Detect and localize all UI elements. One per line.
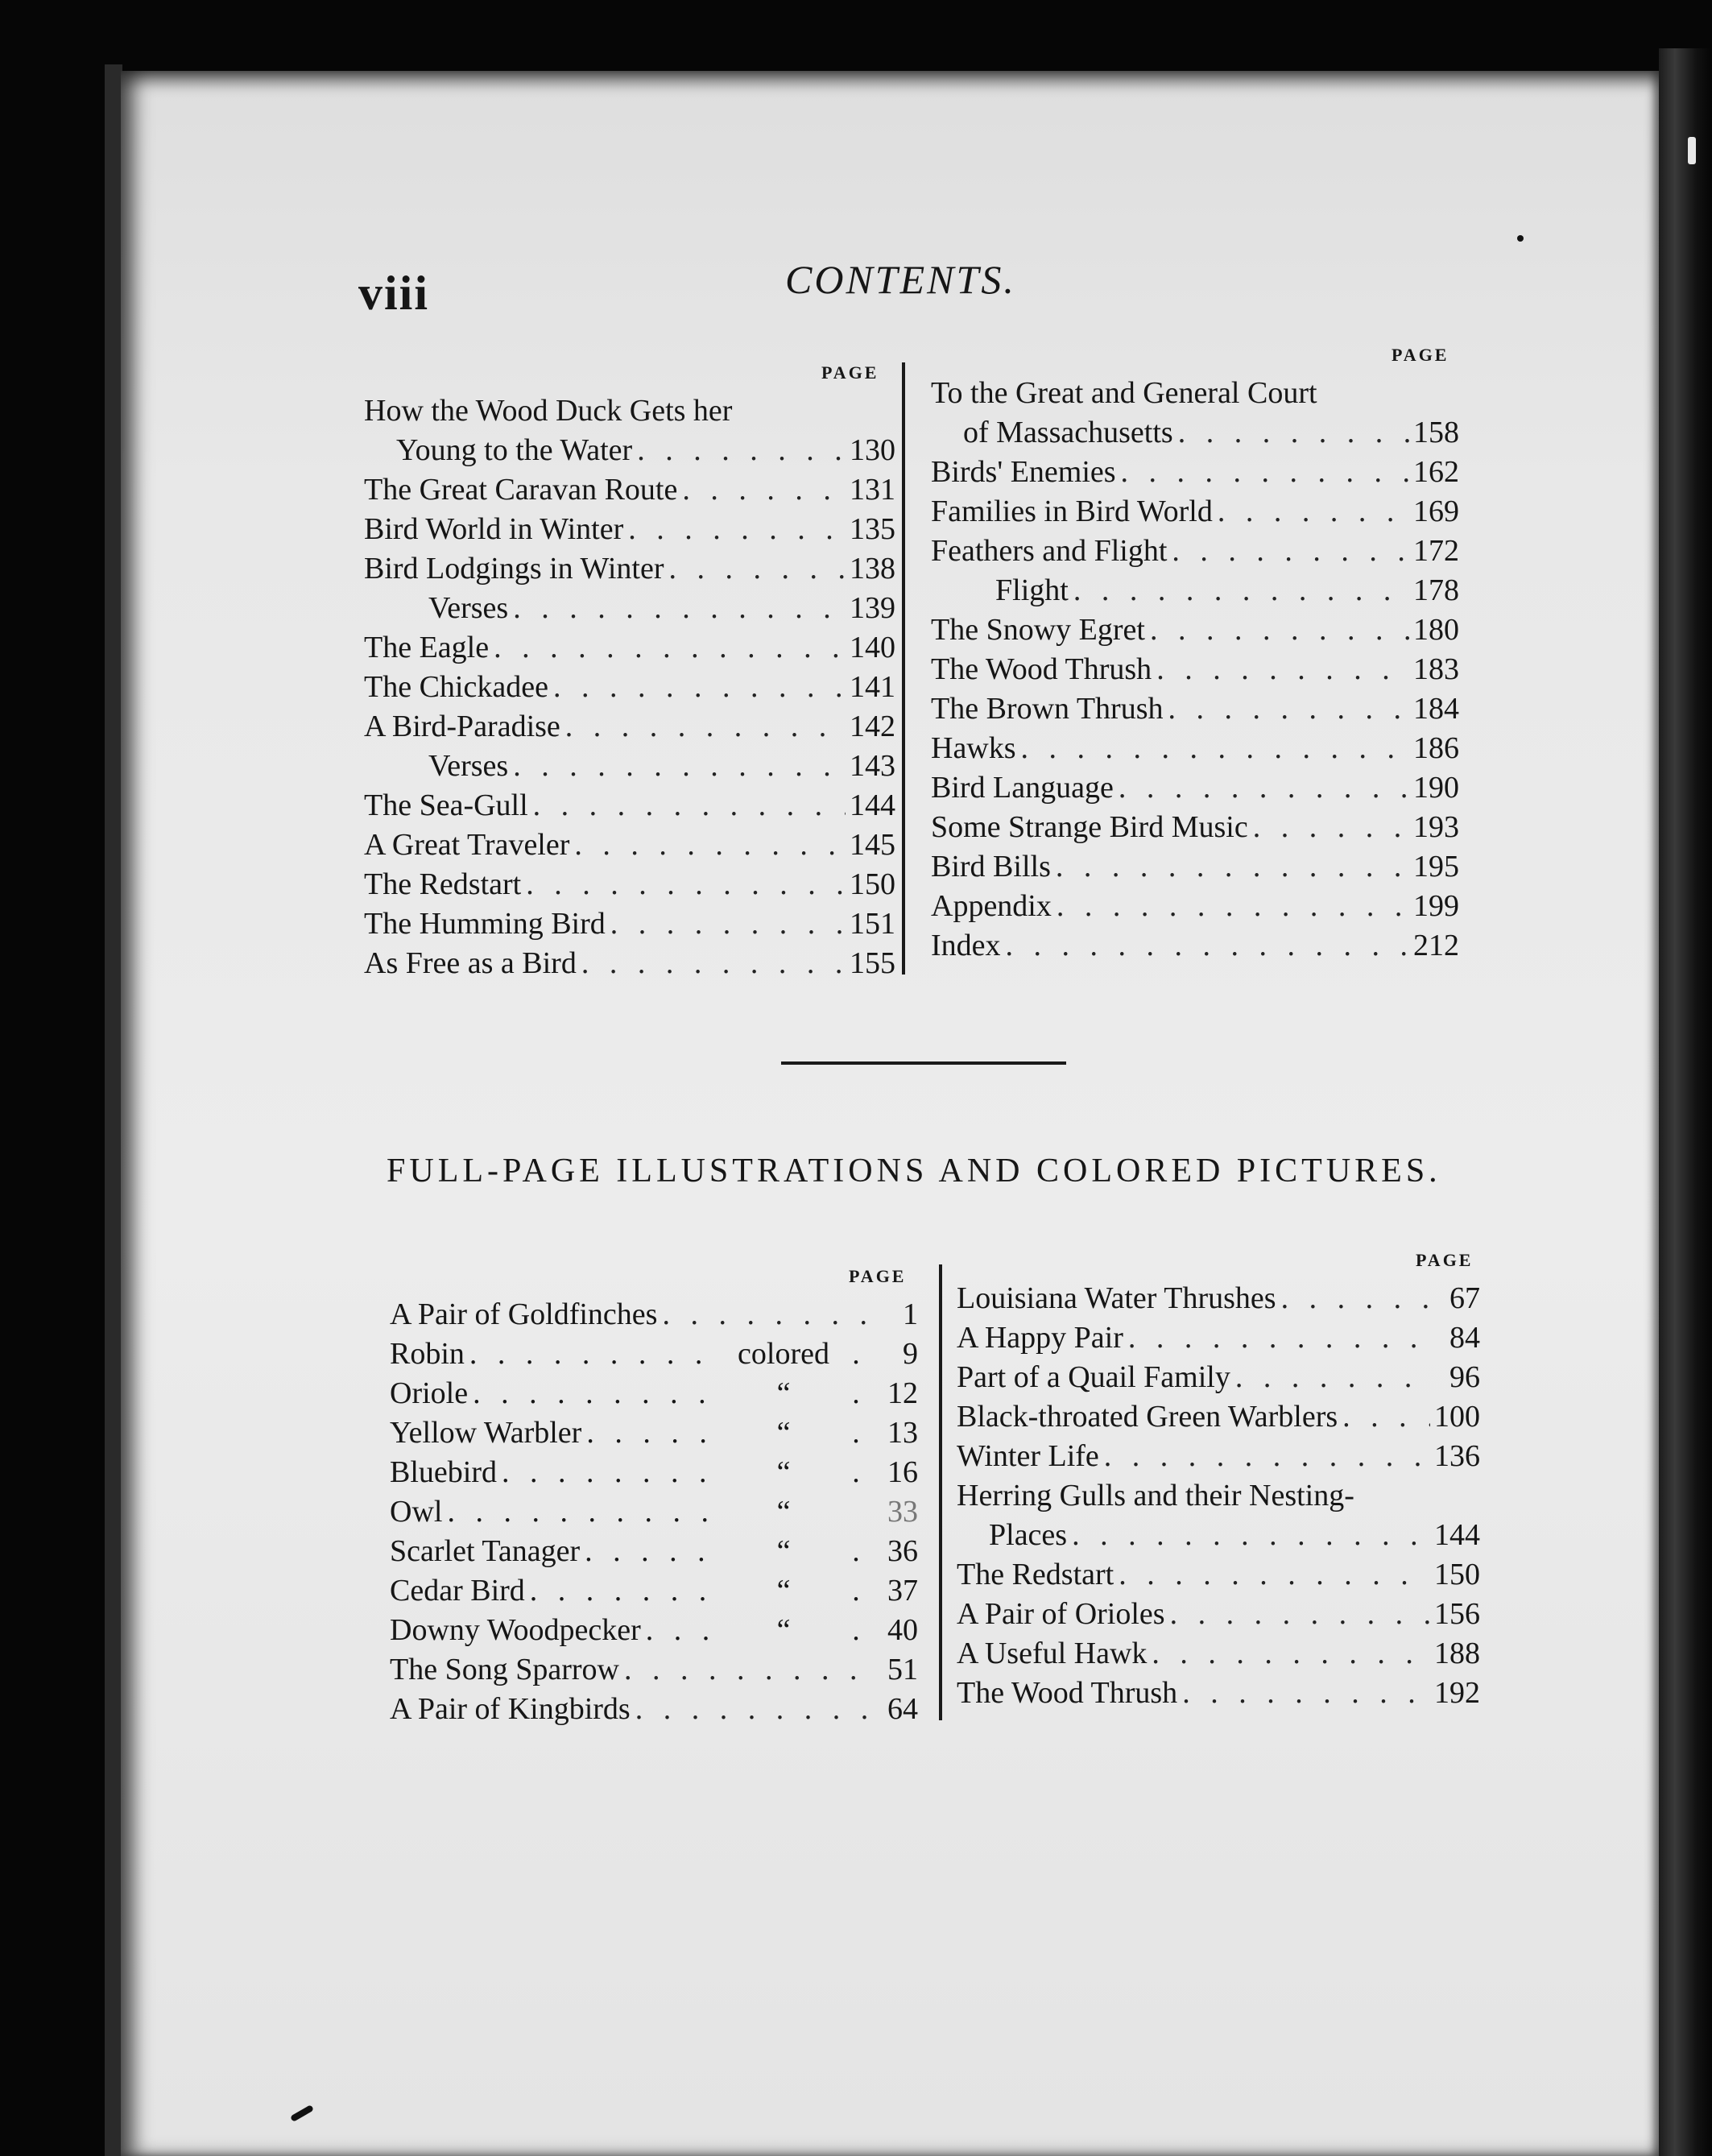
contents-entry: A Great Traveler . . . 145 [364, 827, 895, 867]
illustration-entry: Scarlet Tanager . . . “ . 36 [390, 1533, 918, 1573]
contents-entry: The Great Caravan Route . . . 131 [364, 472, 895, 511]
contents-entry: Appendix . . . 199 [931, 888, 1459, 928]
illustration-entry: Owl . . . “ 33 [390, 1494, 918, 1533]
illustration-entry: Cedar Bird . . . “ . 37 [390, 1573, 918, 1612]
illustration-entry: Winter Life . . . 136 [957, 1438, 1480, 1478]
contents-entry: The Redstart . . . 150 [364, 867, 895, 906]
page-number: viii [358, 267, 430, 320]
contents-entry: The Brown Thrush . . . 184 [931, 691, 1459, 730]
illustrations-section-title: FULL-PAGE ILLUSTRATIONS AND COLORED PICTURES. [387, 1152, 1441, 1190]
illustration-entry: Black-throated Green Warblers . . . 100 [957, 1399, 1480, 1438]
illustration-entry: The Song Sparrow . . . 51 [390, 1652, 918, 1691]
illustration-entry: A Pair of Kingbirds . . . 64 [390, 1691, 918, 1731]
contents-entry: How the Wood Duck Gets her [364, 394, 733, 428]
contents-entry: To the Great and General Court [931, 376, 1317, 410]
illustrations-column-divider [939, 1264, 942, 1720]
contents-entry: The Chickadee . . . 141 [364, 669, 895, 709]
illustration-entry: A Useful Hawk . . . 188 [957, 1636, 1480, 1675]
contents-entry: Bird Lodgings in Winter . . . 138 [364, 551, 895, 590]
contents-entry: of Massachusetts . . . 158 [931, 415, 1459, 454]
contents-entry: Young to the Water . . . 130 [364, 432, 895, 472]
contents-entry: Flight . . . 178 [931, 573, 1459, 612]
illustration-entry: A Pair of Orioles . . . 156 [957, 1596, 1480, 1636]
scan-speck [1517, 235, 1524, 242]
illustration-entry: The Redstart . . . 150 [957, 1557, 1480, 1596]
contents-entry: Some Strange Bird Music . . . 193 [931, 809, 1459, 849]
contents-entry: Bird Language . . . 190 [931, 770, 1459, 809]
illustration-entry: A Pair of Goldfinches . . . 1 [390, 1297, 918, 1336]
contents-entry: Index . . . 212 [931, 928, 1459, 967]
page-edge [1659, 48, 1712, 2156]
illustration-entry: Bluebird . . . “ . 16 [390, 1455, 918, 1494]
illustration-entry: Part of a Quail Family . . . 96 [957, 1359, 1480, 1399]
contents-entry: A Bird-Paradise . . . 142 [364, 709, 895, 748]
contents-entry: As Free as a Bird . . . 155 [364, 946, 895, 985]
illustration-entry: The Wood Thrush . . . 192 [957, 1675, 1480, 1715]
illustration-entry: Herring Gulls and their Nesting- [957, 1479, 1354, 1513]
book-gutter [105, 64, 122, 2156]
illustrations-right-page-label: PAGE [1416, 1250, 1474, 1270]
illustration-entry: Louisiana Water Thrushes . . . 67 [957, 1281, 1480, 1320]
scan-speck [1688, 137, 1696, 164]
contents-entry: Verses . . . 143 [364, 748, 895, 788]
illustrations-left-page-label: PAGE [849, 1266, 907, 1286]
contents-right-page-label: PAGE [1392, 345, 1449, 365]
illustration-entry: A Happy Pair . . . 84 [957, 1320, 1480, 1359]
contents-entry: The Eagle . . . 140 [364, 630, 895, 669]
illustration-entry: Downy Woodpecker . . . “ . 40 [390, 1612, 918, 1652]
contents-left-page-label: PAGE [821, 362, 879, 383]
running-head-title: CONTENTS. [785, 257, 1016, 302]
contents-entry: Bird Bills . . . 195 [931, 849, 1459, 888]
contents-entry: The Sea-Gull . . . 144 [364, 788, 895, 827]
contents-entry: Bird World in Winter . . . 135 [364, 511, 895, 551]
illustration-entry: Robin . . . colored . 9 [390, 1336, 918, 1376]
contents-entry: Verses . . . 139 [364, 590, 895, 630]
illustrations-left-column [390, 1297, 918, 1731]
contents-entry: Families in Bird World . . . 169 [931, 494, 1459, 533]
contents-right-column [931, 375, 1459, 967]
section-separator-rule [781, 1061, 1066, 1065]
contents-entry: Birds' Enemies . . . 162 [931, 454, 1459, 494]
contents-entry: The Humming Bird . . . 151 [364, 906, 895, 946]
contents-entry: Hawks . . . 186 [931, 730, 1459, 770]
illustration-entry: Places . . . 144 [957, 1517, 1480, 1557]
contents-column-divider [902, 362, 905, 975]
contents-entry: The Snowy Egret . . . 180 [931, 612, 1459, 652]
contents-left-column [364, 393, 895, 985]
illustration-entry: Oriole . . . “ . 12 [390, 1376, 918, 1415]
illustration-entry: Yellow Warbler . . . “ . 13 [390, 1415, 918, 1455]
contents-entry: Feathers and Flight . . . 172 [931, 533, 1459, 573]
illustrations-right-column [957, 1281, 1480, 1715]
contents-entry: The Wood Thrush . . . 183 [931, 652, 1459, 691]
